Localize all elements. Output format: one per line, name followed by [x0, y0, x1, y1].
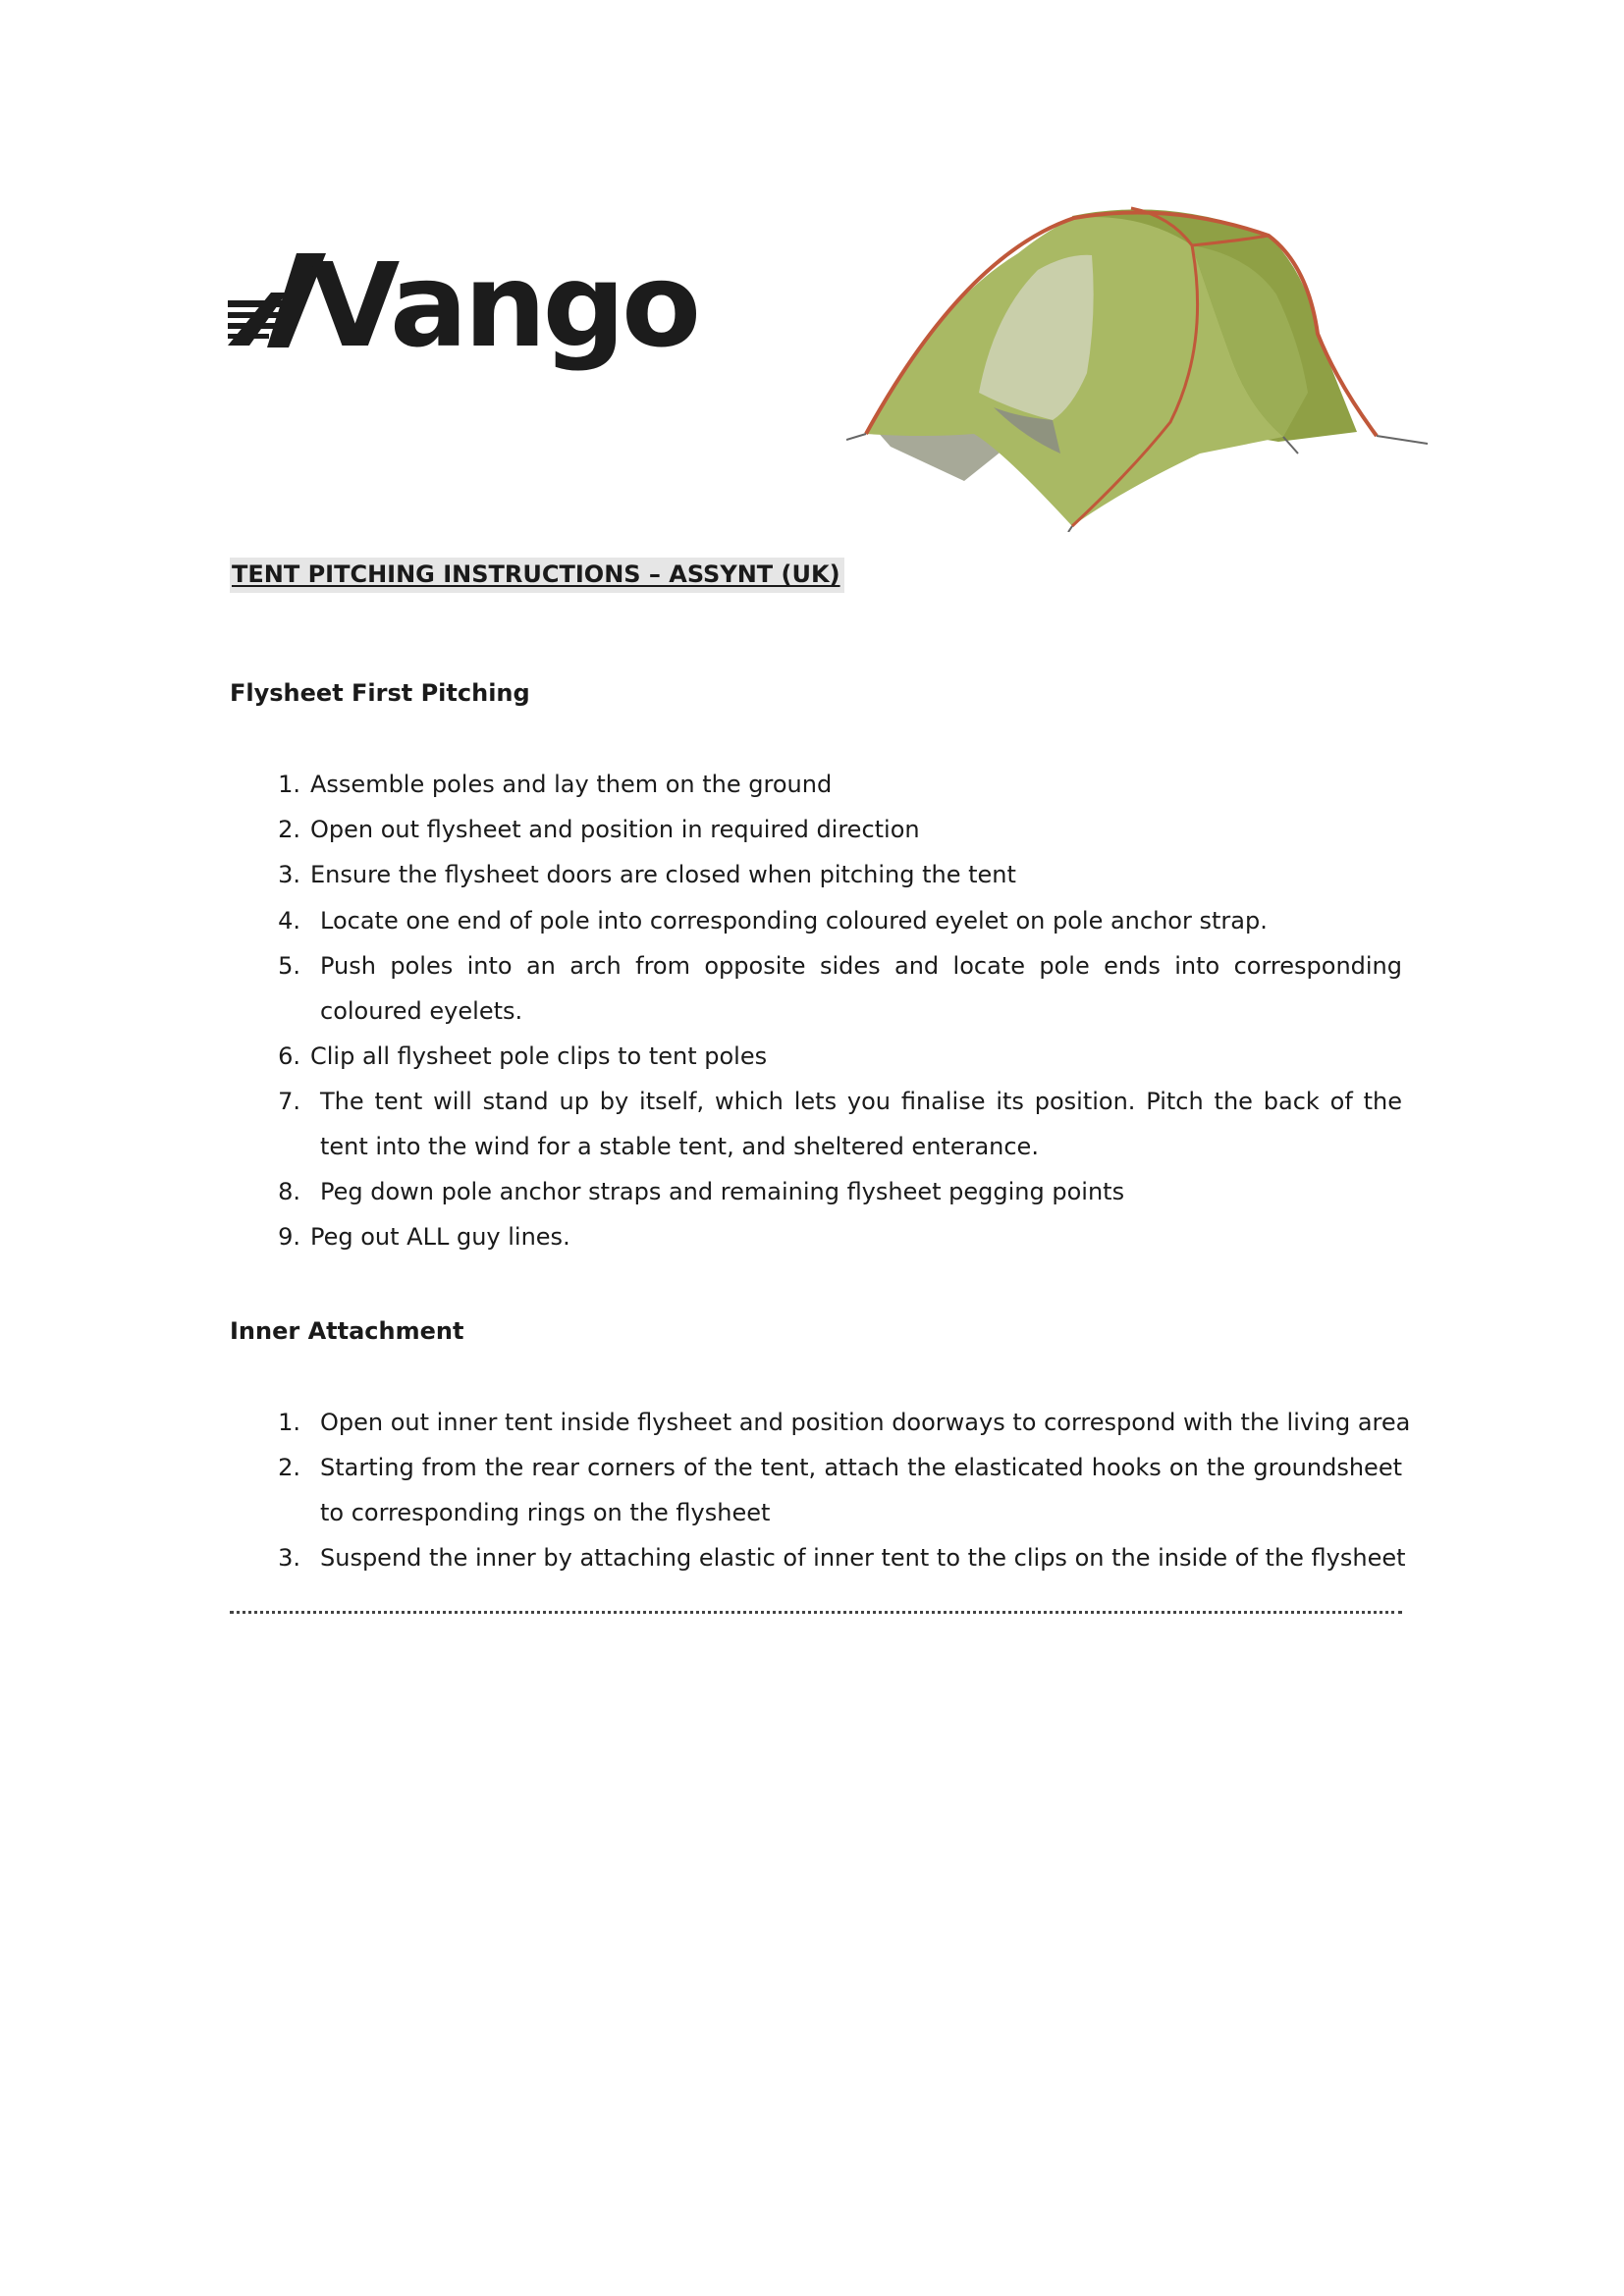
step-number: 2.: [278, 1454, 300, 1481]
step-text: Locate one end of pole into corresponding coloured eyelet on pole anchor strap.: [320, 907, 1268, 934]
step-number: 2.: [278, 816, 300, 843]
step-text: Ensure the flysheet doors are closed when pitching the tent: [310, 861, 1016, 888]
step-text: Push poles into an arch from opposite sides and locate pole ends into corresponding coloured eyelets.: [320, 952, 1402, 1025]
step-number: 1.: [278, 771, 300, 798]
step-text: Suspend the inner by attaching elastic of inner tent to the clips on the inside of the flysheet: [320, 1544, 1406, 1572]
step-number: 4.: [278, 907, 300, 934]
step-text: Starting from the rear corners of the tent, attach the elasticated hooks on the groundsheet to corresponding rings on the flysheet: [320, 1454, 1402, 1526]
dotted-divider: [230, 1611, 1402, 1614]
step-number: 9.: [278, 1223, 300, 1251]
step-text: Clip all flysheet pole clips to tent poles: [310, 1042, 768, 1070]
document-title: TENT PITCHING INSTRUCTIONS – ASSYNT (UK): [230, 558, 844, 593]
step-text: Assemble poles and lay them on the ground: [310, 771, 833, 798]
section-heading-inner-attachment: Inner Attachment: [230, 1317, 464, 1345]
step-text: Open out flysheet and position in required direction: [310, 816, 920, 843]
vango-logo: [228, 249, 748, 381]
logo-wordmark: Vango: [310, 249, 698, 373]
step-text: Peg out ALL guy lines.: [310, 1223, 570, 1251]
step-number: 3.: [278, 861, 300, 888]
step-number: 8.: [278, 1178, 300, 1205]
step-number: 6.: [278, 1042, 300, 1070]
step-number: 5.: [278, 952, 300, 980]
step-number: 1.: [278, 1409, 300, 1436]
step-text: The tent will stand up by itself, which lets you finalise its position. Pitch the back of the tent into the wind for a stable tent, and sheltered enterance.: [320, 1088, 1402, 1160]
step-number: 7.: [278, 1088, 300, 1115]
step-text: Open out inner tent inside flysheet and position doorways to correspond with the living area: [320, 1409, 1411, 1436]
tent-image: [846, 196, 1432, 532]
section-heading-flysheet-first: Flysheet First Pitching: [230, 679, 530, 707]
step-text: Peg down pole anchor straps and remaining flysheet pegging points: [320, 1178, 1125, 1205]
step-number: 3.: [278, 1544, 300, 1572]
